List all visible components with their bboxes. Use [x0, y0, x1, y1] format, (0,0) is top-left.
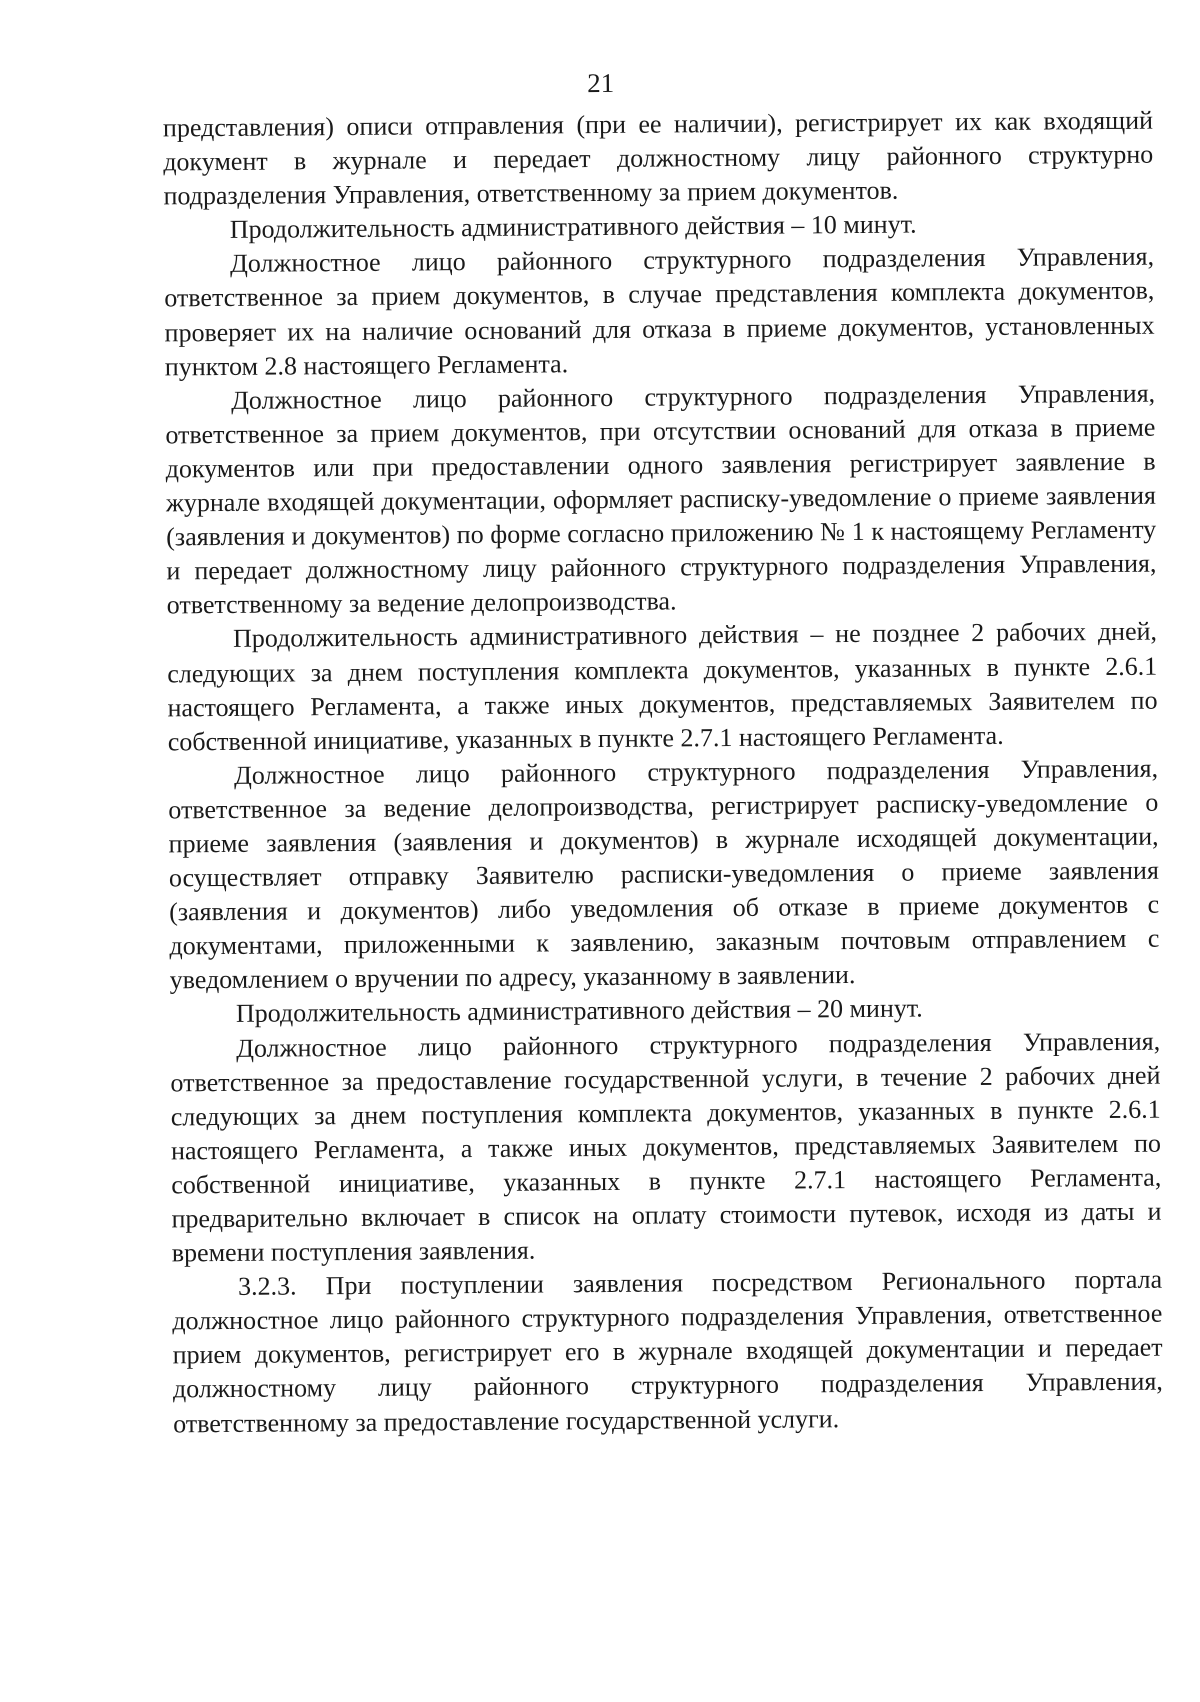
paragraph: Должностное лицо районного структурного подразделения Управления, ответственное за ведение делопроизводства, регистрирует расписку-уведомление о приеме заявления (заявления и документов) в журнале исходящей документации, осуществляет отправку Заявителю расписки-уведомления о приеме заявления (заявления и документов) либо уведомления об отказе в приеме документов с документами, приложенными к заявлению, заказным почтовым отправлением с уведомлением о вручении по адресу, указанному в заявлении. — [168, 753, 1160, 995]
paragraph: Продолжительность административного действия – не позднее 2 рабочих дней, следующих за днем поступления комплекта документов, указанных в пункте 2.6.1 настоящего Регламента, а также иных документов, представляемых Заявителем по собственной инициативе, указанных в пункте 2.7.1 настоящего Регламента. — [167, 617, 1158, 757]
paragraph: представления) описи отправления (при ее наличии), регистрирует их как входящий документ в журнале и передает должностному лицу районного структурно подразделения Управления, ответственному за прием документов. — [162, 105, 1154, 211]
page-number: 21 — [587, 67, 615, 99]
paragraph: Должностное лицо районного структурного подразделения Управления, ответственное за прием документов, в случае представления комплекта документов, проверяет их на наличие оснований для отказа в приеме документов, установленных пунктом 2.8 настоящего Регламента. — [164, 242, 1155, 382]
paragraph: Продолжительность административного действия – 20 минут. — [235, 993, 923, 1029]
paragraph: 3.2.3. При поступлении заявления посредством Регионального портала должностное лицо районного структурного подразделения Управления, ответственное прием документов, регистрирует его в журнале входящей документации и передает должностному лицу районного структурного подразделения Управления, ответственному за предоставление государственной услуги. — [172, 1264, 1163, 1438]
paragraph: Должностное лицо районного структурного подразделения Управления, ответственное за предоставление государственной услуги, в течение 2 рабочих дней следующих за днем поступления комплекта документов, указанных в пункте 2.6.1 настоящего Регламента, а также иных документов, представляемых Заявителем по собственной инициативе, указанных в пункте 2.7.1 настоящего Регламента, предварительно включает в список на оплату стоимости путевок, исходя из даты и времени поступления заявления. — [170, 1026, 1162, 1268]
paragraph: Продолжительность административного действия – 10 минут. — [229, 209, 917, 245]
document-body — [163, 104, 1163, 1441]
paragraph: Должностное лицо районного структурного подразделения Управления, ответственное за прием документов, при отсутствии оснований для отказа в приеме документов или при предоставлении одного заявления регистрирует заявление в журнале входящей документации, оформляет расписку-уведомление о приеме заявления (заявления и документов) по форме согласно приложению № 1 к настоящему Регламенту и передает должностному лицу районного структурного подразделения Управления, ответственному за ведение делопроизводства. — [165, 378, 1157, 620]
